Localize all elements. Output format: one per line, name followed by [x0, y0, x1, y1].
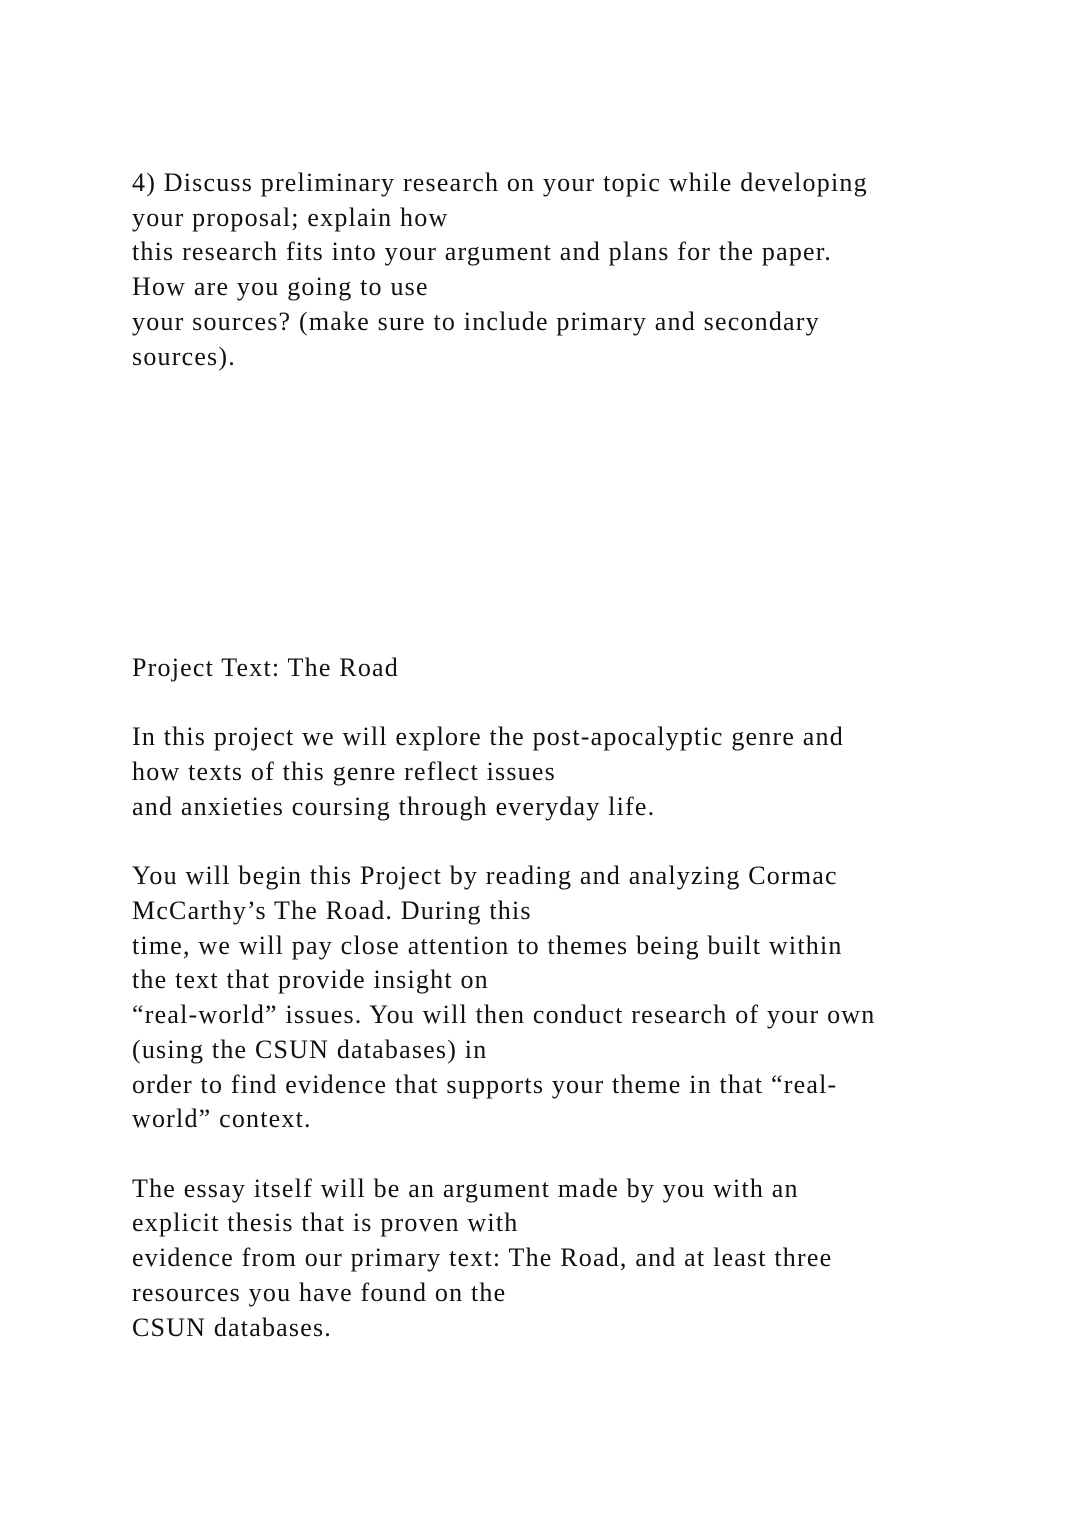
- text-line: McCarthy’s The Road. During this: [132, 896, 532, 925]
- text-line: “real-world” issues. You will then conduct research of your own: [132, 1000, 876, 1029]
- text-line: this research fits into your argument and plans for the paper.: [132, 237, 832, 266]
- text-line: You will begin this Project by reading and analyzing Cormac: [132, 861, 838, 890]
- text-line: In this project we will explore the post-apocalyptic genre and: [132, 722, 844, 751]
- text-line: evidence from our primary text: The Road, and at least three: [132, 1243, 833, 1272]
- text-line: time, we will pay close attention to themes being built within: [132, 931, 843, 960]
- text-line: your sources? (make sure to include primary and secondary: [132, 307, 820, 336]
- text-line: How are you going to use: [132, 272, 429, 301]
- text-line: (using the CSUN databases) in: [132, 1035, 488, 1064]
- text-line: CSUN databases.: [132, 1313, 332, 1342]
- text-line: explicit thesis that is proven with: [132, 1208, 519, 1237]
- text-line: and anxieties coursing through everyday life.: [132, 792, 656, 821]
- text-line: The essay itself will be an argument made by you with an: [132, 1174, 799, 1203]
- text-line: order to find evidence that supports your theme in that “real-: [132, 1070, 838, 1099]
- text-line: world” context.: [132, 1104, 312, 1133]
- project-title: Project Text: The Road: [132, 653, 399, 682]
- text-line: the text that provide insight on: [132, 965, 489, 994]
- text-line: resources you have found on the: [132, 1278, 507, 1307]
- text-line: your proposal; explain how: [132, 203, 449, 232]
- text-line: how texts of this genre reflect issues: [132, 757, 556, 786]
- text-line: sources).: [132, 342, 236, 371]
- text-line: 4) Discuss preliminary research on your topic while developing: [132, 168, 868, 197]
